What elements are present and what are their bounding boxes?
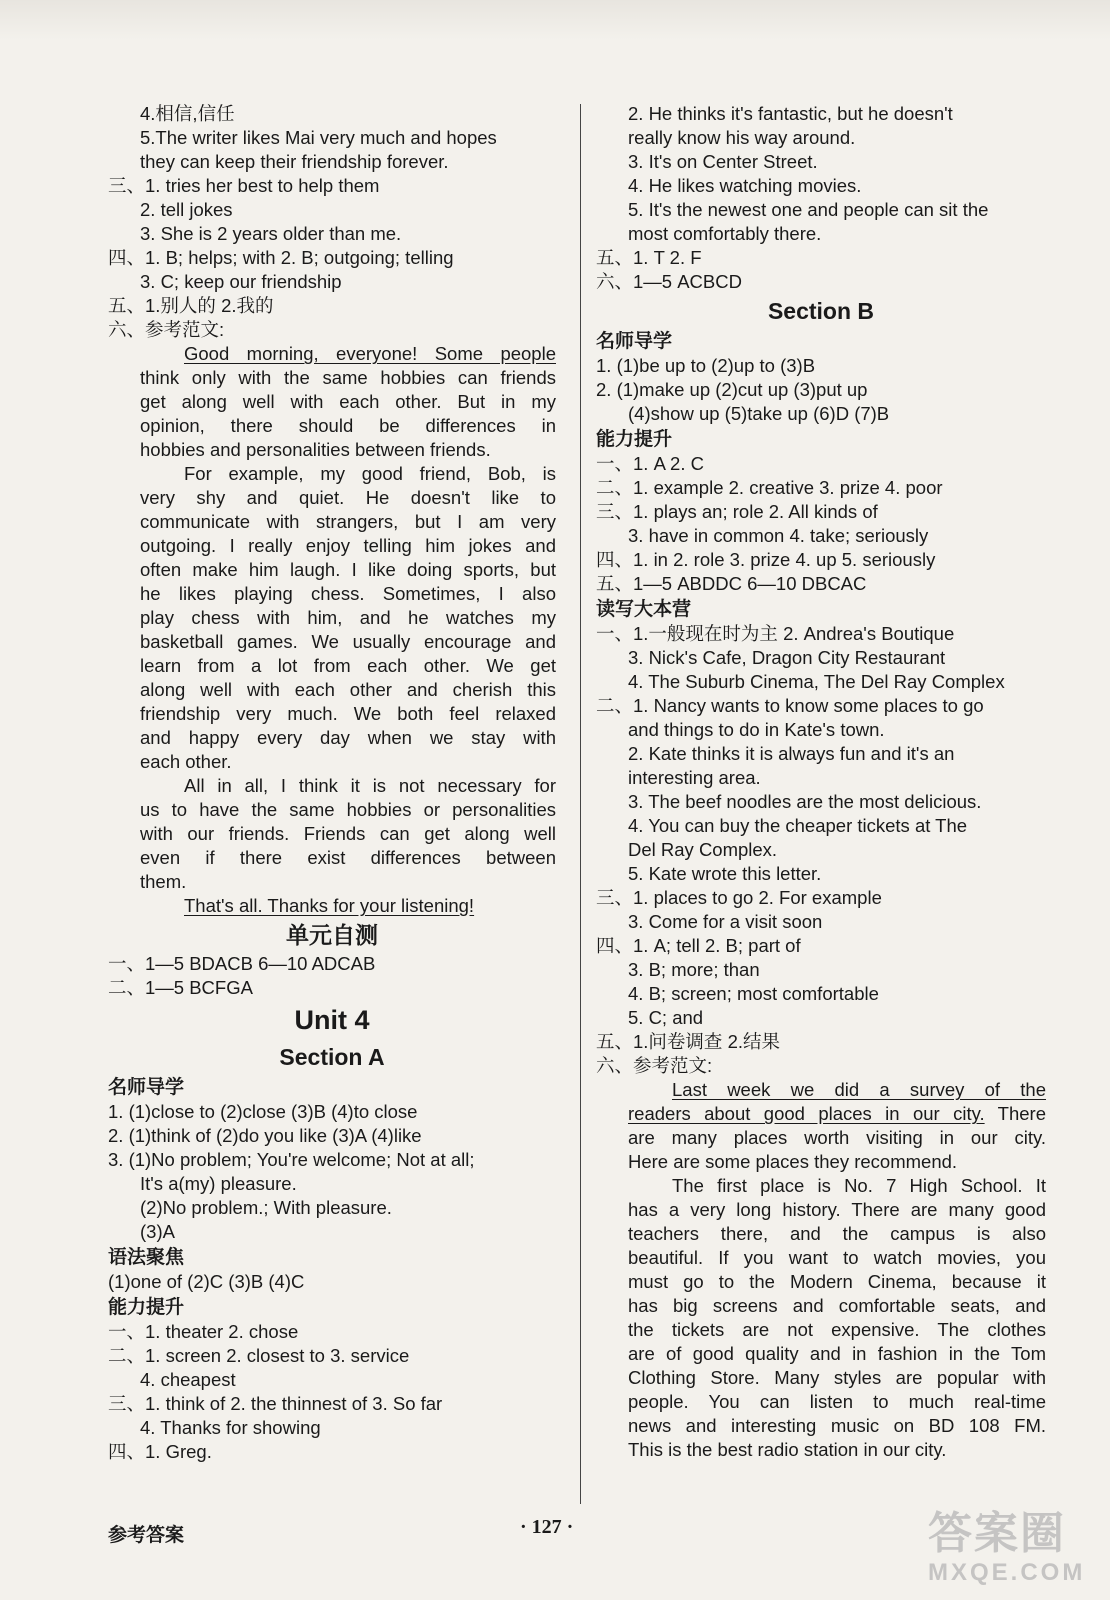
underlined-opening: readers about good places in our city. [628, 1103, 985, 1124]
answer-line: 五、1—5 ABDDC 6—10 DBCAC [596, 573, 867, 594]
answer-line: they can keep their friendship forever. [140, 151, 449, 172]
answer-line: 5. Kate wrote this letter. [628, 863, 822, 884]
answer-line: 四、1. Greg. [108, 1441, 212, 1462]
answer-line: 三、1. think of 2. the thinnest of 3. So far [108, 1393, 443, 1414]
answer-line: This is the best radio station in our city. [628, 1439, 947, 1460]
section-heading: 能力提升 [108, 1296, 185, 1318]
answer-line: think only with the same hobbies can friends [140, 367, 556, 388]
answer-line: often make him laugh. I like doing sports, but [140, 559, 556, 580]
section-heading: 语法聚焦 [108, 1246, 185, 1268]
answer-line: (3)A [140, 1221, 175, 1242]
answer-line: 三、1. tries her best to help them [108, 175, 380, 196]
answer-line: 三、1. plays an; role 2. All kinds of [596, 501, 878, 522]
answer-line: 3. C; keep our friendship [140, 271, 342, 292]
answer-line: outgoing. I really enjoy telling him jokes and [140, 535, 556, 556]
column-divider [580, 104, 581, 1504]
page-top-edge [0, 0, 1110, 40]
answer-line: the tickets are not expensive. The clothes [628, 1319, 1046, 1340]
answer-line: 二、1. example 2. creative 3. prize 4. poor [596, 477, 943, 498]
essay-text: There [984, 1103, 1046, 1124]
answer-line: interesting area. [628, 767, 761, 788]
watermark-logo-text: 答案圈 [928, 1508, 1066, 1559]
answer-line: 二、1. screen 2. closest to 3. service [108, 1345, 410, 1366]
answer-line: with our friends. Friends can get along well [140, 823, 556, 844]
answer-line: people. You can listen to much real-time [628, 1391, 1046, 1412]
answer-line: 3. Come for a visit soon [628, 911, 823, 932]
answer-line: 五、1.别人的 2.我的 [108, 295, 274, 316]
answer-line: Here are some places they recommend. [628, 1151, 958, 1172]
answer-line: opinion, there should be differences in [140, 415, 556, 436]
answer-line: 一、1.一般现在时为主 2. Andrea's Boutique [596, 623, 955, 644]
answer-line: even if there exist differences between [140, 847, 556, 868]
answer-line: 五、1. T 2. F [596, 247, 702, 268]
answer-line: (2)No problem.; With pleasure. [140, 1197, 392, 1218]
answer-line: 5. C; and [628, 1007, 704, 1028]
answer-line: has big screens and comfortable seats, and [628, 1295, 1046, 1316]
answer-line: has a very long history. There are many good [628, 1199, 1046, 1220]
answer-line: most comfortably there. [628, 223, 822, 244]
answer-line: 2. (1)think of (2)do you like (3)A (4)like [108, 1125, 422, 1146]
answer-line: he likes playing chess. Sometimes, I also [140, 583, 556, 604]
section-title: Section B [767, 298, 875, 324]
answer-line: news and interesting music on BD 108 FM. [628, 1415, 1046, 1436]
answer-line: (1)one of (2)C (3)B (4)C [108, 1271, 305, 1292]
answer-line: 2. (1)make up (2)cut up (3)put up [596, 379, 868, 400]
answer-line: 2. Kate thinks it is always fun and it's an [628, 743, 955, 764]
answer-line: 一、1. theater 2. chose [108, 1321, 299, 1342]
watermark-domain: MXQE.COM [928, 1559, 1086, 1586]
answer-line: 四、1. B; helps; with 2. B; outgoing; telling [108, 247, 454, 268]
answer-line: friendship very much. We both feel relaxed [140, 703, 556, 724]
answer-line: beautiful. If you want to watch movies, you [628, 1247, 1046, 1268]
answer-line: us to have the same hobbies or personalities [140, 799, 556, 820]
answer-line: 3. It's on Center Street. [628, 151, 818, 172]
answer-line: 二、1—5 BCFGA [108, 977, 253, 998]
section-heading: 名师导学 [596, 330, 673, 352]
answer-line: are many places worth visiting in our city. [628, 1127, 1046, 1148]
answer-line: 一、1—5 BDACB 6—10 ADCAB [108, 953, 376, 974]
answer-line: Del Ray Complex. [628, 839, 778, 860]
answer-line: along well with each other and cherish this [140, 679, 556, 700]
answer-line: 六、参考范文: [108, 319, 225, 340]
answer-line: That's all. Thanks for your listening! [184, 895, 475, 916]
answer-line: All in all, I think it is not necessary for [184, 775, 556, 796]
section-heading: 能力提升 [596, 428, 673, 450]
answer-line: 六、1—5 ACBCD [596, 271, 742, 292]
answer-line: teachers there, and the campus is also [628, 1223, 1046, 1244]
answer-line [596, 1102, 1046, 1126]
answer-line: play chess with him, and he watches my [140, 607, 556, 628]
answer-line: 4. cheapest [140, 1369, 236, 1390]
answer-line: 三、1. places to go 2. For example [596, 887, 882, 908]
answer-line: 2. tell jokes [140, 199, 233, 220]
answer-line: 4. The Suburb Cinema, The Del Ray Complex [628, 671, 1005, 692]
section-title: Unit 4 [294, 1005, 370, 1035]
answer-line: basketball games. We usually encourage and [140, 631, 556, 652]
answer-line: (4)show up (5)take up (6)D (7)B [628, 403, 890, 424]
answer-line: 3. The beef noodles are the most delicious. [628, 791, 982, 812]
answer-line: 1. (1)be up to (2)up to (3)B [596, 355, 816, 376]
answer-line: 4. Thanks for showing [140, 1417, 321, 1438]
answer-line: Good morning, everyone! Some people [184, 343, 556, 364]
answer-line: It's a(my) pleasure. [140, 1173, 297, 1194]
left-column [108, 102, 556, 1464]
answer-line: 3. Nick's Cafe, Dragon City Restaurant [628, 647, 946, 668]
answer-line: 四、1. in 2. role 3. prize 4. up 5. seriously [596, 549, 936, 570]
answer-line: 1. (1)close to (2)close (3)B (4)to close [108, 1101, 418, 1122]
site-watermark [928, 1508, 1098, 1594]
answer-line: and things to do in Kate's town. [628, 719, 885, 740]
section-heading: 读写大本营 [596, 598, 692, 620]
section-title: 单元自测 [286, 922, 378, 948]
answer-line: 四、1. A; tell 2. B; part of [596, 935, 801, 956]
answer-line: Clothing Store. Many styles are popular with [628, 1367, 1046, 1388]
answer-line: Last week we did a survey of the [672, 1079, 1046, 1100]
answer-line: each other. [140, 751, 232, 772]
answer-line: 3. She is 2 years older than me. [140, 223, 402, 244]
answer-line: are of good quality and in fashion in the Tom [628, 1343, 1046, 1364]
answer-line: 2. He thinks it's fantastic, but he doesn't [628, 103, 953, 124]
answer-line: 4. You can buy the cheaper tickets at The [628, 815, 968, 836]
answer-line: very shy and quiet. He doesn't like to [140, 487, 556, 508]
answer-line: 3. B; more; than [628, 959, 760, 980]
answer-line: communicate with strangers, but I am very [140, 511, 556, 532]
footer-label: 参考答案 [108, 1524, 185, 1546]
answer-line: 4. B; screen; most comfortable [628, 983, 879, 1004]
answer-line: 4. He likes watching movies. [628, 175, 862, 196]
answer-line: hobbies and personalities between friends. [140, 439, 491, 460]
answer-line: 3. have in common 4. take; seriously [628, 525, 929, 546]
answer-line: really know his way around. [628, 127, 856, 148]
answer-line: 二、1. Nancy wants to know some places to go [596, 695, 984, 716]
answer-line: get along well with each other. But in my [140, 391, 556, 412]
page-number: · 127 · [520, 1516, 574, 1538]
answer-line: For example, my good friend, Bob, is [184, 463, 556, 484]
answer-line: and happy every day when we stay with [140, 727, 556, 748]
answer-line: them. [140, 871, 187, 892]
right-column [596, 102, 1046, 1462]
section-title: Section A [279, 1044, 385, 1070]
answer-line: 4.相信,信任 [140, 103, 235, 124]
answer-line: 五、1.问卷调查 2.结果 [596, 1031, 780, 1052]
answer-line: 六、参考范文: [596, 1055, 713, 1076]
answer-line: must go to the Modern Cinema, because it [628, 1271, 1046, 1292]
answer-line: learn from a lot from each other. We get [140, 655, 556, 676]
answer-line: 5. It's the newest one and people can sit the [628, 199, 989, 220]
answer-line: 5.The writer likes Mai very much and hopes [140, 127, 497, 148]
answer-line: 3. (1)No problem; You're welcome; Not at all; [108, 1149, 475, 1170]
answer-line: The first place is No. 7 High School. It [672, 1175, 1046, 1196]
answer-line: 一、1. A 2. C [596, 453, 704, 474]
section-heading: 名师导学 [108, 1076, 185, 1098]
